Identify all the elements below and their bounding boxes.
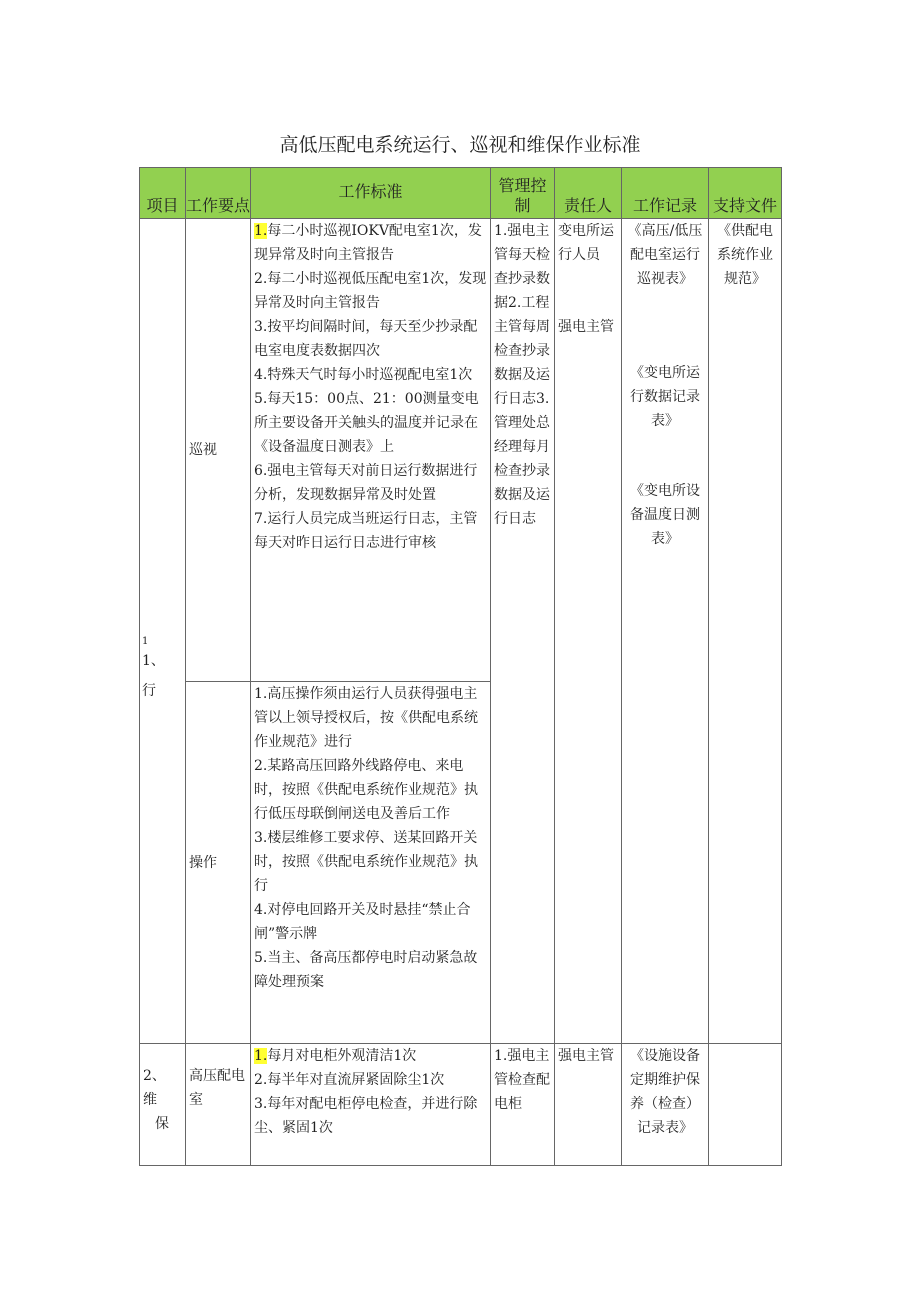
operate-standard-cell xyxy=(251,682,491,1044)
item-text: 每月对电柜外观清洁1次 xyxy=(267,1048,417,1064)
section2-control-cell xyxy=(491,1044,555,1166)
section2-record-cell xyxy=(622,1044,709,1166)
item-text: 每二小时巡视IOKV配电室1次，发现异常及时向主管报告 xyxy=(254,223,482,263)
section2-project-line2: 维 xyxy=(143,1092,157,1108)
standard-item: 5.每天15：00点、21：00测量变电所主要设备开关触头的温度并记录在《设备温度日测表》上 xyxy=(254,391,479,455)
section1-project-line1: 1、 xyxy=(142,653,165,669)
section2-label-cell xyxy=(186,1044,251,1166)
header-row xyxy=(140,168,782,219)
standard-item: 4.对停电回路开关及时悬挂“禁止合闸”警示牌 xyxy=(254,902,471,942)
section2-project-cell xyxy=(140,1044,186,1166)
row-inspect xyxy=(140,219,782,682)
section2-responsible: 强电主管 xyxy=(558,1048,614,1064)
inspect-standard-cell xyxy=(251,219,491,682)
page-title: 高低压配电系统运行、巡视和维保作业标准 xyxy=(279,134,641,156)
section2-project-line1: 2、 xyxy=(143,1068,166,1084)
section1-responsible-cell xyxy=(555,219,622,1044)
standard-item: 6.强电主管每天对前日运行数据进行分析，发现数据异常及时处置 xyxy=(254,463,478,503)
standard-item: 2.每半年对直流屏紧固除尘1次 xyxy=(254,1072,445,1088)
section1-support-cell xyxy=(709,219,782,1044)
section2-label: 高压配电室 xyxy=(189,1068,245,1108)
header-key-points: 工作要点 xyxy=(186,168,251,219)
standard-item: 3.按平均间隔时间，每天至少抄录配电室电度表数据四次 xyxy=(254,319,478,359)
header-item: 项目 xyxy=(140,168,186,219)
section2-responsible-cell xyxy=(555,1044,622,1166)
section2-standard-cell xyxy=(251,1044,491,1166)
item-number-highlight: 1. xyxy=(254,1048,268,1064)
inspect-label-cell xyxy=(186,219,251,682)
section1-record-cell xyxy=(622,219,709,1044)
header-record: 工作记录 xyxy=(622,168,709,219)
responsible-operators: 变电所运行人员 xyxy=(558,223,614,263)
operate-label-cell xyxy=(186,682,251,1044)
standard-table xyxy=(139,167,782,1166)
standard-item: 5.当主、备高压都停电时启动紧急故障处理预案 xyxy=(254,950,478,990)
header-support: 支持文件 xyxy=(709,168,782,219)
section1-control: 1.强电主管每天检查抄录数据2.工程主管每周检查抄录数据及运行日志3.管理处总经理每月检查抄录数据及运行日志 xyxy=(494,223,550,527)
record-item: 《设施设备定期维护保养（检查）记录表》 xyxy=(630,1048,700,1136)
section2-project-line3: 保 xyxy=(155,1116,169,1132)
standard-item: 1.高压操作须由运行人员获得强电主管以上领导授权后，按《供配电系统作业规范》进行 xyxy=(254,686,478,750)
operate-label: 操作 xyxy=(189,854,217,871)
standard-item: 2.每二小时巡视低压配电室1次，发现异常及时向主管报告 xyxy=(254,271,487,311)
section2-support-cell xyxy=(709,1044,782,1166)
standard-item: 3.楼层维修工要求停、送某回路开关时，按照《供配电系统作业规范》执行 xyxy=(254,830,478,894)
header-control: 管理控制 xyxy=(491,168,555,219)
row-maintenance xyxy=(140,1044,782,1166)
item-number-highlight: 1. xyxy=(254,223,268,239)
record-item: 《高压/低压配电室运行巡视表》 xyxy=(627,223,703,287)
record-item: 《变电所设备温度日测表》 xyxy=(630,483,700,547)
standard-item: 3.每年对配电柜停电检查，并进行除尘、紧固1次 xyxy=(254,1096,478,1136)
header-standard: 工作标准 xyxy=(251,168,491,219)
responsible-supervisor: 强电主管 xyxy=(558,319,614,335)
standard-item: 7.运行人员完成当班运行日志，主管每天对昨日运行日志进行审核 xyxy=(254,511,478,551)
section1-control-cell xyxy=(491,219,555,1044)
section1-tick: 1 xyxy=(142,636,149,647)
standard-item xyxy=(251,1044,490,1068)
standard-item xyxy=(251,219,490,267)
standard-item: 2.某路高压回路外线路停电、来电时，按照《供配电系统作业规范》执行低压母联倒闸送电及善后工作 xyxy=(254,758,478,822)
header-responsible: 责任人 xyxy=(555,168,622,219)
record-item: 《变电所运行数据记录表》 xyxy=(630,365,700,429)
section1-project-line2: 行 xyxy=(142,683,156,699)
section1-project-cell xyxy=(140,219,186,1044)
standard-item: 4.特殊天气时每小时巡视配电室1次 xyxy=(254,367,473,383)
inspect-label: 巡视 xyxy=(189,442,217,458)
section2-control: 1.强电主管检查配电柜 xyxy=(494,1048,550,1112)
support-doc: 《供配电系统作业规范》 xyxy=(717,223,773,287)
